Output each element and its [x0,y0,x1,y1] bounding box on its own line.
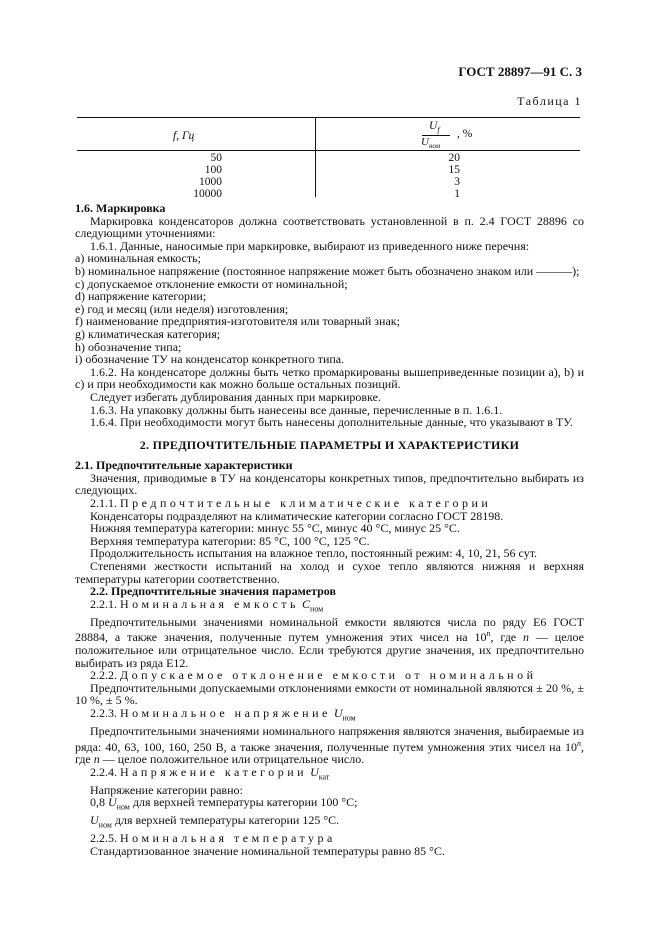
paragraph: $U_{ном}$ для верхней температуры категории 125 °С. [90,813,340,830]
table-cell-f: 10000 [193,188,222,200]
paragraph: Нижняя температура категории: минус 55 °С, минус 40 °С, минус 25 °С. [90,521,460,536]
paragraph-2-2-2: Предпочтительными допускаемыми отклонениями емкости от номинальной являются ± 20 %, ± 10 %, ± 5 %. [75,680,584,708]
ratio-denominator: $U_{ном}$ [421,136,441,151]
table-cell-f: 1000 [199,176,222,188]
paragraph-2-2-3: Предпочтительными значениями номинального напряжения являются значения, выбираемые из ряда: 40, 63, 100, 160, 250 В, а также значения, полученные путем умножения этих чисел на 10$^n$, где n — целое положительное или отрицательное число. [75,723,584,767]
ratio-values [440,152,460,200]
heading-2-2-2: 2.2.2. Допускаемое отклонение емкости от номинальной [90,668,537,683]
list-item: d) напряжение категории; [75,289,207,304]
heading-2-2-3: 2.2.3. Номинальное напряжение $U_{ном}$ [90,705,356,723]
list-item: b) номинальное напряжение (постоянное напряжение может быть обозначено знаком или ———); [75,263,580,278]
paragraph: Напряжение категории равно: [90,782,243,797]
list-item: i) обозначение ТУ на конденсатор конкретного типа. [75,352,345,367]
paragraph: Продолжительность испытания на влажное тепло, постоянный режим: 4, 10, 21, 56 сут. [90,546,538,561]
paragraph-1-6-1: 1.6.1. Данные, наносимые при маркировке, выбирают из приведенного ниже перечня: [90,238,530,253]
heading-2-1-1: 2.1.1. Предпочтительные климатические категории [90,496,492,511]
paragraph: Следует избегать дублирования данных при маркировке. [90,389,381,404]
heading-2-2-4: 2.2.4. Напряжение категории $U_{кат}$ [90,764,330,782]
heading-2-2: 2.2. Предпочтительные значения параметров [90,584,336,599]
list-item: f) наименование предприятия-изготовителя или товарный знак; [75,314,400,329]
table-column-divider [315,117,316,197]
frequency-values [167,152,222,200]
column-header-frequency: f, Гц [173,130,195,142]
column-header-ratio [417,120,497,150]
body-text [75,202,584,857]
paragraph: Маркировка конденсаторов должна соответствовать установленной в п. 2.4 ГОСТ 28896 со следующими уточнениями: [75,213,584,241]
ratio-unit: , % [457,128,473,140]
paragraph-2-1: Значения, приводимые в ТУ на конденсаторы конкретных типов, предпочтительно выбирать из следующих. [75,470,584,498]
table-cell-f: 50 [210,152,222,164]
paragraph-2-2-5: Стандартизованное значение номинальной температуры равно 85 °С. [90,843,445,858]
table-header-rule [77,150,580,151]
table-cell-f: 100 [204,164,222,176]
table-cell-ratio: 15 [448,164,460,176]
ratio-numerator: $U_f$ [429,120,440,135]
paragraph: Верхняя температура категории: 85 °С, 100 °С, 125 °С. [90,533,370,548]
table-cell-ratio: 20 [448,152,460,164]
paragraph-2-2-1: Предпочтительными значениями номинальной емкости являются числа по ряду Е6 ГОСТ 28884, а также значения, полученные путем умножения этих чисел на 10$^n$, где n — целое положительное или отрицательное число. Если требуются другие значения, их предпочтительно выбирать из ряда Е12. [75,614,585,670]
paragraph-1-6-2: 1.6.2. На конденсаторе должны быть четко промаркированы вышеприведенные позиции a), b) и c) и при необходимости как можно больше остальных позиций. [75,364,584,392]
paragraph-1-6-3: 1.6.3. На упаковку должны быть нанесены все данные, перечисленные в п. 1.6.1. [90,402,503,417]
table-top-rule [77,117,580,118]
list-item: g) климатическая категория; [75,326,221,341]
table-caption: Таблица 1 [517,94,582,108]
heading-1-6: 1.6. Маркировка [75,201,166,215]
list-item: a) номинальная емкость; [75,251,201,266]
paragraph: Конденсаторы подразделяют на климатические категории согласно ГОСТ 28198. [90,508,504,523]
paragraph: Степенями жесткости испытаний на холод и сухое тепло являются нижняя и верхняя температуры категории соответственно. [75,559,584,586]
paragraph: 0,8 $U_{ном}$ для верхней температуры категории 100 °С; [90,795,358,812]
table-cell-ratio: 1 [454,188,460,200]
paragraph-1-6-4: 1.6.4. При необходимости могут быть нанесены дополнительные данные, что указывают в ТУ. [90,415,573,430]
page-header: ГОСТ 28897—91 С. 3 [458,64,582,79]
section-2-title: 2. ПРЕДПОЧТИТЕЛЬНЫЕ ПАРАМЕТРЫ И ХАРАКТЕРИСТИКИ [139,437,520,452]
heading-2-2-1: 2.2.1. Номинальная емкость $C_{ном}$ [90,596,324,614]
list-item: h) обозначение типа; [75,339,182,354]
table-cell-ratio: 3 [454,176,460,188]
heading-2-1: 2.1. Предпочтительные характеристики [75,458,293,473]
list-item: e) год и месяц (или неделя) изготовления; [75,301,289,316]
list-item: c) допускаемое отклонение емкости от номинальной; [75,276,348,291]
heading-2-2-5: 2.2.5. Номинальная температура [90,831,336,846]
